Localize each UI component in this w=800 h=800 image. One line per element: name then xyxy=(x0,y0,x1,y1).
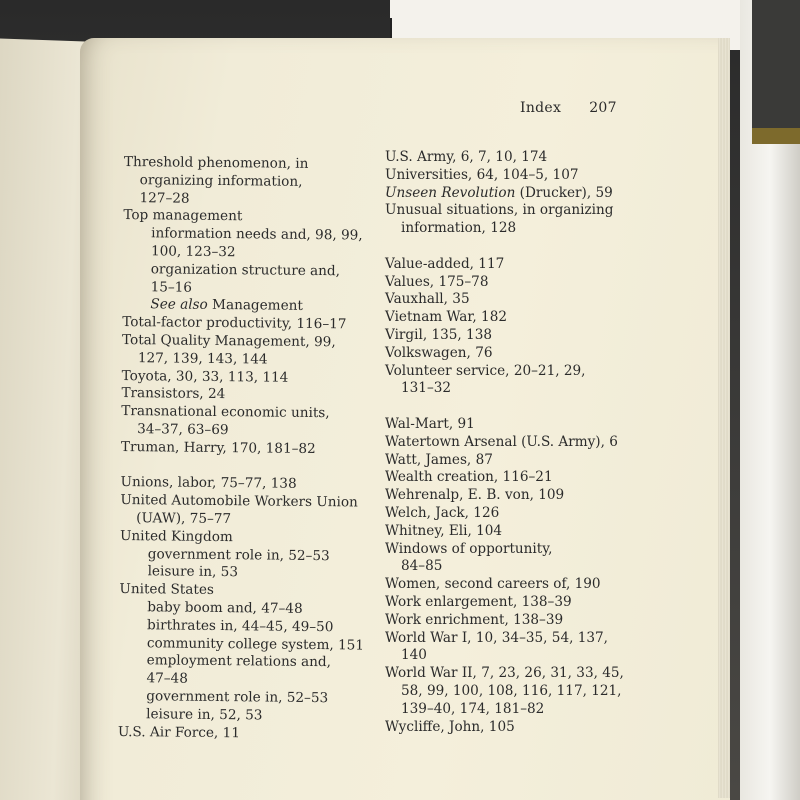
index-entry xyxy=(385,167,715,185)
index-entry-text: World War II, 7, 23, 26, 31, 33, 45, xyxy=(385,665,624,682)
index-entry-text: community college system, 151 xyxy=(146,634,365,654)
index-entry xyxy=(385,309,715,327)
index-entry-text: Wealth creation, 116–21 xyxy=(385,469,553,486)
index-entry-text: Welch, Jack, 126 xyxy=(385,504,500,521)
index-entry-text: government role in, 52–53 xyxy=(146,688,329,707)
index-entry-text: organizing information, xyxy=(139,171,303,190)
index-entry-text: Work enrichment, 138–39 xyxy=(385,611,564,628)
index-entry-text: Volunteer service, 20–21, 29, xyxy=(385,362,586,379)
index-entry-text: Vietnam War, 182 xyxy=(385,309,507,326)
index-entry-text: Value-added, 117 xyxy=(385,255,505,272)
index-entry-text: U.S. Army, 6, 7, 10, 174 xyxy=(385,149,548,165)
index-entry xyxy=(385,558,715,576)
index-entry-text: Universities, 64, 104–5, 107 xyxy=(385,166,579,183)
index-entry xyxy=(385,345,715,363)
index-entry-italic: Unseen Revolution xyxy=(385,184,516,201)
index-entry xyxy=(385,363,715,381)
index-entry xyxy=(385,487,715,505)
index-entry-text: Unions, labor, 75–77, 138 xyxy=(120,474,297,493)
index-entry-text: information needs and, 98, 99, xyxy=(151,225,363,244)
index-entry-text: Women, second careers of, 190 xyxy=(385,576,601,593)
index-entry xyxy=(385,576,715,594)
index-entry xyxy=(385,274,715,292)
index-entry-text: United Kingdom xyxy=(119,527,233,545)
index-entry-text: baby boom and, 47–48 xyxy=(147,599,303,617)
index-entry-text: 131–32 xyxy=(401,380,452,397)
index-entry-text: 15–16 xyxy=(150,278,193,296)
index-entry-text: Threshold phenomenon, in xyxy=(123,154,309,172)
index-entry-text: organization structure and, xyxy=(150,261,341,280)
index-entry-text: 47–48 xyxy=(146,670,188,687)
index-entry xyxy=(385,665,715,683)
index-entry xyxy=(385,469,715,487)
index-entry-text: (UAW), 75–77 xyxy=(136,510,232,528)
right-board-dark-strip xyxy=(752,0,800,140)
index-entry-text: leisure in, 52, 53 xyxy=(146,705,263,724)
index-entry-text: Vauxhall, 35 xyxy=(385,291,470,308)
index-entry-italic: See also xyxy=(150,296,208,314)
index-entry-text: 127–28 xyxy=(139,189,190,207)
index-entry-text: 100, 123–32 xyxy=(150,243,236,261)
index-entry xyxy=(385,683,715,701)
index-entry-text: (Drucker), 59 xyxy=(515,184,613,201)
index-entry-text: U.S. Air Force, 11 xyxy=(117,723,240,741)
index-entry xyxy=(385,541,715,559)
index-entry-text: Top management xyxy=(123,207,243,225)
index-entry xyxy=(385,202,715,220)
index-entry-text: Watt, James, 87 xyxy=(385,451,493,468)
index-entry-text: Windows of opportunity, xyxy=(385,540,553,557)
index-entry-text: Total-factor productivity, 116–17 xyxy=(122,314,347,333)
index-entry xyxy=(385,701,715,719)
letter-group-gap xyxy=(385,398,715,416)
index-entry-text: Transnational economic units, xyxy=(121,403,330,422)
index-entry-text: 84–85 xyxy=(401,558,443,575)
index-entry-text: Total Quality Management, 99, xyxy=(121,331,336,351)
index-entry xyxy=(385,719,715,737)
index-entry-text: Wehrenalp, E. B. von, 109 xyxy=(385,487,565,504)
index-column-right xyxy=(385,149,715,736)
page-stack-edge xyxy=(718,38,730,798)
index-entry xyxy=(385,256,715,274)
index-entry xyxy=(385,523,715,541)
index-column-left xyxy=(118,154,374,744)
index-entry xyxy=(385,185,715,203)
index-entry-text: United States xyxy=(119,581,214,599)
index-entry-text: Work enlargement, 138–39 xyxy=(385,593,572,610)
index-entry-text: Virgil, 135, 138 xyxy=(385,326,492,343)
index-entry xyxy=(385,380,715,398)
right-board-gold-strip xyxy=(752,128,800,144)
index-entry-text: information, 128 xyxy=(401,220,517,237)
index-entry xyxy=(385,594,715,612)
header-section: Index xyxy=(520,100,562,116)
letter-group-gap xyxy=(385,238,715,256)
index-entry-text: Volkswagen, 76 xyxy=(385,344,493,361)
page-number: 207 xyxy=(589,100,617,116)
index-entry-text: 139–40, 174, 181–82 xyxy=(401,700,545,717)
index-entry-text: Management xyxy=(207,297,303,315)
index-entry xyxy=(385,630,715,648)
index-entry-text: government role in, 52–53 xyxy=(147,545,330,564)
index-entry-text: Wycliffe, John, 105 xyxy=(385,718,515,735)
index-entry xyxy=(121,439,371,459)
index-entry-text: 140 xyxy=(401,647,427,664)
index-entry xyxy=(385,647,715,665)
index-entry-text: Truman, Harry, 170, 181–82 xyxy=(120,438,316,457)
running-header xyxy=(520,100,617,116)
index-entry-text: Whitney, Eli, 104 xyxy=(385,522,503,539)
index-entry xyxy=(385,220,715,238)
index-entry xyxy=(385,149,715,167)
index-entry-text: 58, 99, 100, 108, 116, 117, 121, xyxy=(401,682,622,699)
index-entry-text: Watertown Arsenal (U.S. Army), 6 xyxy=(385,433,618,450)
index-entry xyxy=(385,505,715,523)
index-entry-text: employment relations and, xyxy=(146,652,332,671)
index-entry xyxy=(385,416,715,434)
index-entry-text: Toyota, 30, 33, 113, 114 xyxy=(121,367,289,386)
index-entry-text: Transistors, 24 xyxy=(121,385,226,403)
index-entry-text: Values, 175–78 xyxy=(385,273,489,290)
index-entry-text: World War I, 10, 34–35, 54, 137, xyxy=(385,629,609,646)
index-entry xyxy=(385,291,715,309)
index-entry xyxy=(385,452,715,470)
index-entry-text: 34–37, 63–69 xyxy=(137,421,229,439)
index-entry-text: Unusual situations, in organizing xyxy=(385,202,614,219)
index-entry-text: Wal-Mart, 91 xyxy=(385,415,475,432)
index-entry-text: 127, 139, 143, 144 xyxy=(137,349,268,368)
index-entry-text: United Automobile Workers Union xyxy=(120,492,358,511)
index-entry xyxy=(385,612,715,630)
index-entry-text: leisure in, 53 xyxy=(147,563,239,581)
index-entry xyxy=(118,723,368,743)
index-entry xyxy=(385,327,715,345)
index-entry-text: birthrates in, 44–45, 49–50 xyxy=(146,616,334,635)
index-entry xyxy=(385,434,715,452)
